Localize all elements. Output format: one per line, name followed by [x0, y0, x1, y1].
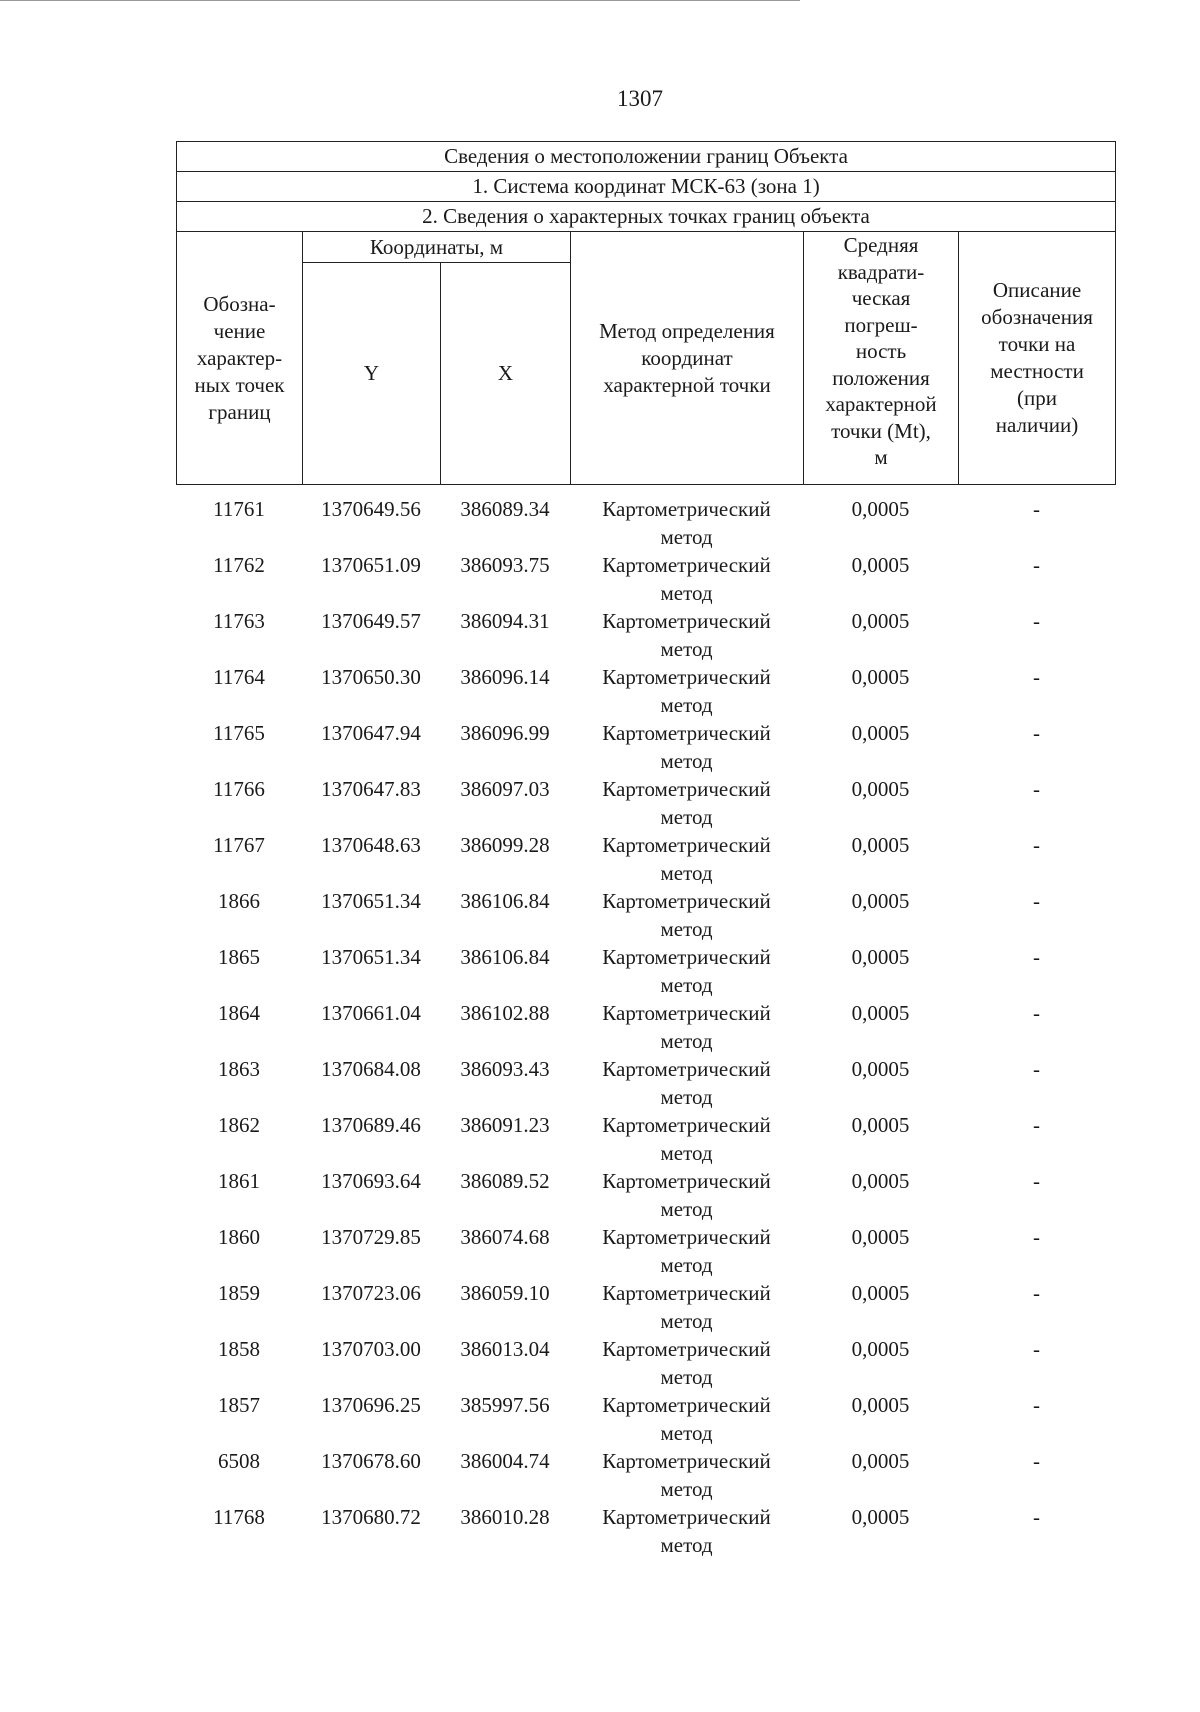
coord-y-cell: 1370649.57: [321, 609, 421, 633]
coord-y-cell: 1370696.25: [321, 1393, 421, 1417]
table-row: [176, 943, 1115, 999]
description-cell: -: [1033, 721, 1040, 745]
coord-y-cell: 1370678.60: [321, 1449, 421, 1473]
coord-x-cell: 386089.52: [460, 1169, 550, 1193]
coord-x-cell: 386074.68: [460, 1225, 550, 1249]
method-cell: Картометрический метод: [602, 497, 771, 549]
description-cell: -: [1033, 1393, 1040, 1417]
point-id-cell: 11765: [213, 721, 265, 745]
point-id-cell: 1857: [218, 1393, 260, 1417]
coord-x-cell: 386106.84: [460, 945, 550, 969]
description-cell: -: [1033, 497, 1040, 521]
col-header-coordinates: Координаты, м: [303, 232, 571, 263]
col-header-error: Средняя квадрати- ческая погреш- ность положения характерной точки (Mt), м: [804, 232, 959, 485]
table-row: [176, 1111, 1115, 1167]
description-cell: -: [1033, 1225, 1040, 1249]
table-row: [176, 775, 1115, 831]
point-id-cell: 1858: [218, 1337, 260, 1361]
coord-x-cell: 386013.04: [460, 1337, 550, 1361]
point-id-cell: 1865: [218, 945, 260, 969]
error-cell: 0,0005: [851, 1337, 910, 1361]
description-cell: -: [1033, 665, 1040, 689]
description-cell: -: [1033, 945, 1040, 969]
table-row: [176, 999, 1115, 1055]
coord-x-cell: 386106.84: [460, 889, 550, 913]
col-header-designation: Обозна- чение характер- ных точек границ: [177, 232, 303, 485]
point-id-cell: 6508: [218, 1449, 260, 1473]
table-header: [176, 141, 1116, 485]
error-cell: 0,0005: [851, 833, 910, 857]
error-cell: 0,0005: [851, 665, 910, 689]
error-cell: 0,0005: [851, 1393, 910, 1417]
error-cell: 0,0005: [851, 1225, 910, 1249]
description-cell: -: [1033, 1281, 1040, 1305]
description-cell: -: [1033, 1057, 1040, 1081]
method-cell: Картометрический метод: [602, 777, 771, 829]
coord-x-cell: 386096.14: [460, 665, 550, 689]
coord-y-cell: 1370647.83: [321, 777, 421, 801]
table-row: [176, 1055, 1115, 1111]
coord-y-cell: 1370650.30: [321, 665, 421, 689]
point-id-cell: 1866: [218, 889, 260, 913]
table-row: [176, 495, 1115, 551]
coord-x-cell: 386096.99: [460, 721, 550, 745]
col-header-y: Y: [303, 263, 441, 485]
method-cell: Картометрический метод: [602, 609, 771, 661]
col-header-description: Описание обозначения точки на местности (при наличии): [959, 232, 1116, 485]
coord-x-cell: 386097.03: [460, 777, 550, 801]
coord-x-cell: 386059.10: [460, 1281, 550, 1305]
table-row: [176, 1223, 1115, 1279]
page-number: 1307: [617, 86, 663, 111]
coord-x-cell: 386091.23: [460, 1113, 550, 1137]
method-cell: Картометрический метод: [602, 1113, 771, 1165]
method-cell: Картометрический метод: [602, 889, 771, 941]
table-row: [176, 1335, 1115, 1391]
table-row: [176, 887, 1115, 943]
method-cell: Картометрический метод: [602, 1337, 771, 1389]
coord-x-cell: 385997.56: [460, 1393, 550, 1417]
table-row: [176, 1391, 1115, 1447]
table-row: [176, 831, 1115, 887]
point-id-cell: 1861: [218, 1169, 260, 1193]
coord-y-cell: 1370651.34: [321, 945, 421, 969]
point-id-cell: 1862: [218, 1113, 260, 1137]
error-cell: 0,0005: [851, 497, 910, 521]
coord-x-cell: 386093.43: [460, 1057, 550, 1081]
error-cell: 0,0005: [851, 777, 910, 801]
coord-y-cell: 1370651.09: [321, 553, 421, 577]
top-rule: [0, 0, 800, 1]
coord-y-cell: 1370723.06: [321, 1281, 421, 1305]
method-cell: Картометрический метод: [602, 1001, 771, 1053]
point-id-cell: 11762: [213, 553, 265, 577]
table-row: [176, 1503, 1115, 1559]
method-cell: Картометрический метод: [602, 1225, 771, 1277]
point-id-cell: 11768: [213, 1505, 265, 1529]
point-id-cell: 1863: [218, 1057, 260, 1081]
method-cell: Картометрический метод: [602, 1281, 771, 1333]
description-cell: -: [1033, 1449, 1040, 1473]
points-section-title: 2. Сведения о характерных точках границ объекта: [177, 202, 1116, 232]
point-id-cell: 11763: [213, 609, 265, 633]
error-cell: 0,0005: [851, 889, 910, 913]
coord-y-cell: 1370703.00: [321, 1337, 421, 1361]
description-cell: -: [1033, 833, 1040, 857]
error-cell: 0,0005: [851, 1505, 910, 1529]
coord-y-cell: 1370729.85: [321, 1225, 421, 1249]
description-cell: -: [1033, 1169, 1040, 1193]
method-cell: Картометрический метод: [602, 1393, 771, 1445]
col-header-x: X: [441, 263, 571, 485]
error-cell: 0,0005: [851, 1169, 910, 1193]
point-id-cell: 11761: [213, 497, 265, 521]
point-id-cell: 1864: [218, 1001, 260, 1025]
table-row: [176, 607, 1115, 663]
description-cell: -: [1033, 1001, 1040, 1025]
coord-y-cell: 1370680.72: [321, 1505, 421, 1529]
error-cell: 0,0005: [851, 1057, 910, 1081]
coord-y-cell: 1370693.64: [321, 1169, 421, 1193]
description-cell: -: [1033, 1337, 1040, 1361]
description-cell: -: [1033, 889, 1040, 913]
method-cell: Картометрический метод: [602, 1449, 771, 1501]
error-cell: 0,0005: [851, 1449, 910, 1473]
error-cell: 0,0005: [851, 1113, 910, 1137]
coord-y-cell: 1370651.34: [321, 889, 421, 913]
method-cell: Картометрический метод: [602, 665, 771, 717]
point-id-cell: 1859: [218, 1281, 260, 1305]
method-cell: Картометрический метод: [602, 1057, 771, 1109]
table-row: [176, 663, 1115, 719]
method-cell: Картометрический метод: [602, 721, 771, 773]
table-row: [176, 551, 1115, 607]
description-cell: -: [1033, 1505, 1040, 1529]
header-title: Сведения о местоположении границ Объекта: [177, 142, 1116, 172]
description-cell: -: [1033, 1113, 1040, 1137]
coord-x-cell: 386094.31: [460, 609, 550, 633]
description-cell: -: [1033, 553, 1040, 577]
method-cell: Картометрический метод: [602, 945, 771, 997]
table-row: [176, 719, 1115, 775]
method-cell: Картометрический метод: [602, 1505, 771, 1557]
description-cell: -: [1033, 609, 1040, 633]
coord-y-cell: 1370647.94: [321, 721, 421, 745]
method-cell: Картометрический метод: [602, 833, 771, 885]
table-row: [176, 1279, 1115, 1335]
coord-x-cell: 386093.75: [460, 553, 550, 577]
coord-x-cell: 386099.28: [460, 833, 550, 857]
coordinate-system: 1. Система координат МСК-63 (зона 1): [177, 172, 1116, 202]
table-row: [176, 1167, 1115, 1223]
coord-x-cell: 386010.28: [460, 1505, 550, 1529]
error-cell: 0,0005: [851, 553, 910, 577]
point-id-cell: 11767: [213, 833, 265, 857]
coord-y-cell: 1370648.63: [321, 833, 421, 857]
error-cell: 0,0005: [851, 609, 910, 633]
method-cell: Картометрический метод: [602, 553, 771, 605]
point-id-cell: 1860: [218, 1225, 260, 1249]
description-cell: -: [1033, 777, 1040, 801]
table-row: [176, 1447, 1115, 1503]
coord-x-cell: 386102.88: [460, 1001, 550, 1025]
coord-y-cell: 1370649.56: [321, 497, 421, 521]
coord-y-cell: 1370689.46: [321, 1113, 421, 1137]
coord-x-cell: 386004.74: [460, 1449, 550, 1473]
error-cell: 0,0005: [851, 1001, 910, 1025]
points-table: [176, 495, 1115, 1559]
point-id-cell: 11764: [213, 665, 265, 689]
method-cell: Картометрический метод: [602, 1169, 771, 1221]
coord-y-cell: 1370684.08: [321, 1057, 421, 1081]
col-header-method: Метод определения координат характерной точки: [571, 232, 804, 485]
point-id-cell: 11766: [213, 777, 265, 801]
coord-x-cell: 386089.34: [460, 497, 550, 521]
error-cell: 0,0005: [851, 1281, 910, 1305]
coord-y-cell: 1370661.04: [321, 1001, 421, 1025]
error-cell: 0,0005: [851, 945, 910, 969]
error-cell: 0,0005: [851, 721, 910, 745]
